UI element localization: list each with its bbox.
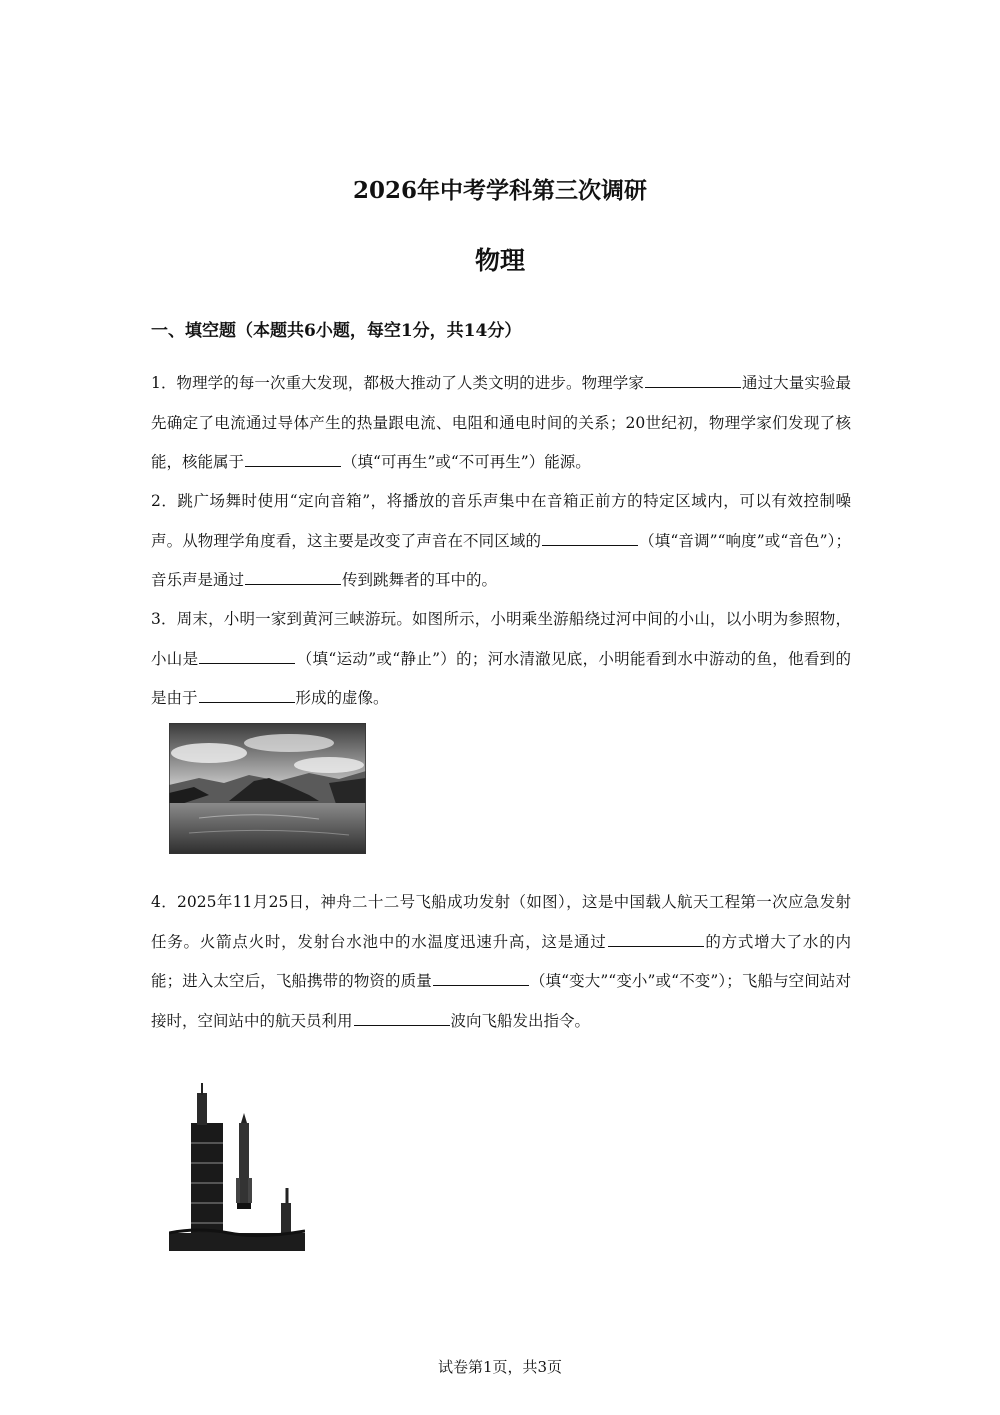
lake-mountain-image <box>169 723 366 854</box>
question-text: （填“音调”“响度”或“音色”）；音乐声是通过 <box>151 531 851 589</box>
question-text: 4．2025年11月25日，神舟二十二号飞船成功发射（如图），这是中国载人航天工程第一次应急发射任务。火箭点火时，发射台水池中的水温度迅速升高，这是通过 <box>151 893 851 951</box>
question-2 <box>151 482 851 601</box>
question-text: 通过大量实验最先确定了电流通过导体产生的热量跟电流、电阻和通电时间的关系；20世纪初，物理学家们发现了核能，核能属于 <box>151 374 851 471</box>
question-4 <box>151 883 851 1041</box>
question-text: （填“运动”或“静止”）的；河水清澈见底，小明能看到水中游动的鱼，他看到的是由于 <box>151 649 851 707</box>
answer-blank[interactable] <box>199 662 295 664</box>
answer-blank[interactable] <box>645 386 741 388</box>
answer-blank[interactable] <box>199 701 295 703</box>
question-text: （填“可再生”或“不可再生”）能源。 <box>342 453 591 471</box>
question-3 <box>151 600 851 719</box>
subject-title: 物理 <box>474 246 525 275</box>
question-text: 波向飞船发出指令。 <box>450 1011 591 1030</box>
answer-blank[interactable] <box>433 984 529 986</box>
question-text: （填“变大”“变小”或“不变”）；飞船与空间站对接时，空间站中的航天员利用 <box>151 972 851 1030</box>
question-text: 的方式增大了水的内能；进入太空后，飞船携带的物资的质量 <box>151 932 851 990</box>
question-text: 2．跳广场舞时使用“定向音箱”，将播放的音乐声集中在音箱正前方的特定区域内，可以有效控制噪声。从物理学角度看，这主要是改变了声音在不同区域的 <box>151 492 851 550</box>
answer-blank[interactable] <box>608 945 704 947</box>
question-1 <box>151 364 851 483</box>
section-heading: 一、填空题（本题共6小题，每空1分，共14分） <box>151 321 522 341</box>
exam-title: 2026年中考学科第三次调研 <box>352 177 647 204</box>
answer-blank[interactable] <box>245 583 341 585</box>
question-text: 1．物理学的每一次重大发现，都极大推动了人类文明的进步。物理学家 <box>151 374 644 392</box>
question-text: 形成的虚像。 <box>295 689 389 707</box>
question-text: 3．周末，小明一家到黄河三峡游玩。如图所示，小明乘坐游船绕过河中间的小山，以小明为参照物，小山是 <box>151 610 851 668</box>
page-footer: 试卷第1页，共3页 <box>437 1358 563 1376</box>
answer-blank[interactable] <box>354 1024 450 1026</box>
answer-blank[interactable] <box>245 465 341 467</box>
rocket-launch-image <box>169 1083 305 1251</box>
answer-blank[interactable] <box>542 544 638 546</box>
question-text: 传到跳舞者的耳中的。 <box>342 571 498 589</box>
